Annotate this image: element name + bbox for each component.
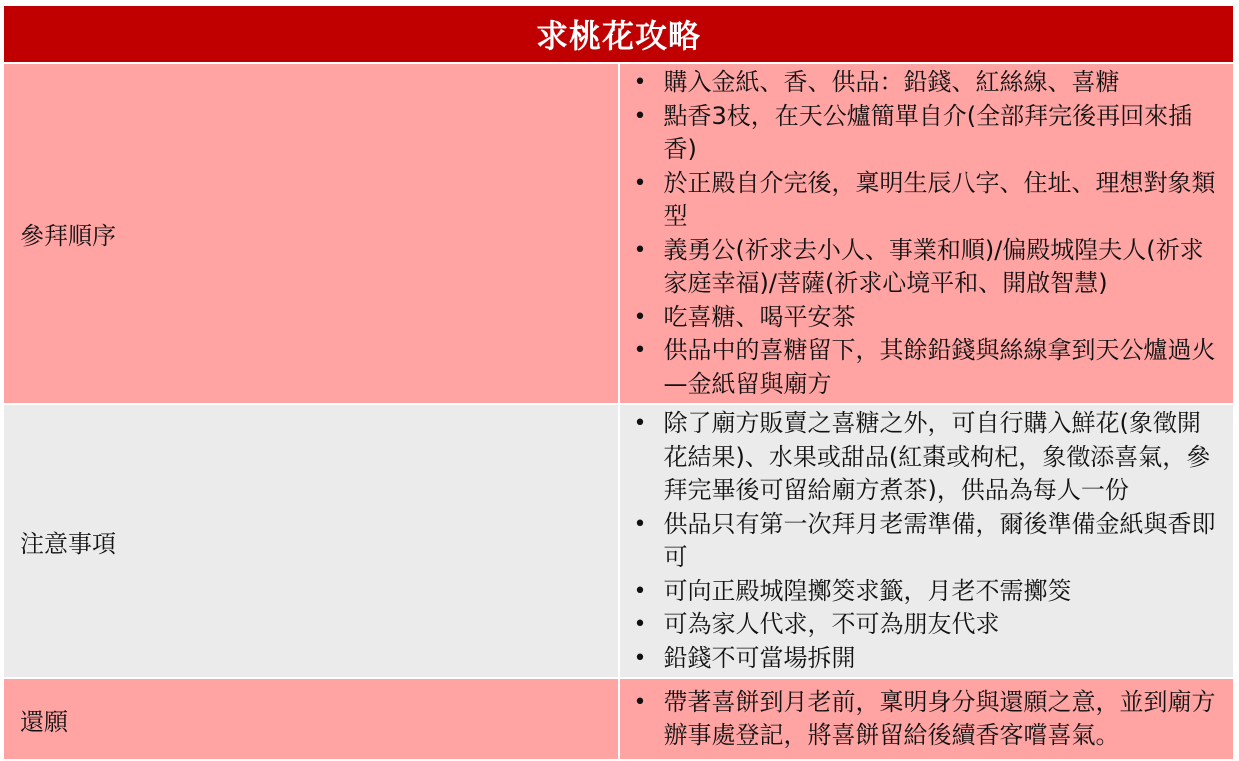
list-item <box>633 642 1224 676</box>
list-item-text: 購入金紙、香、供品：鉛錢、紅絲線、喜糖 <box>663 68 1120 96</box>
row-label-worship-order: 參拜順序 <box>3 63 619 404</box>
row-content-notes <box>619 404 1235 678</box>
list-item <box>633 508 1224 575</box>
bullet-list <box>620 407 1224 675</box>
list-item-text: 吃喜糖、喝平安茶 <box>663 302 856 331</box>
row-content-fulfill-vow <box>619 678 1235 760</box>
list-item-text: 鉛錢不可當場拆開 <box>663 643 856 672</box>
list-item-text: 於正殿自介完後，稟明生辰八字、住址、理想對象類型 <box>663 168 1216 230</box>
list-item <box>633 167 1224 234</box>
bullet-icon: • <box>633 70 647 95</box>
guide-table <box>2 4 1235 761</box>
table-title: 求桃花攻略 <box>3 5 1234 63</box>
list-item <box>633 234 1224 301</box>
list-item-text: 可為家人代求，不可為朋友代求 <box>663 610 1000 638</box>
row-label-fulfill-vow: 還願 <box>3 678 619 760</box>
list-item <box>633 608 1224 642</box>
list-item <box>633 407 1224 508</box>
list-item-text: 帶著喜餅到月老前，稟明身分與還願之意，並到廟方辦事處登記，將喜餅留給後續香客嚐喜氣。 <box>663 687 1216 749</box>
bullet-icon: • <box>633 511 647 537</box>
bullet-icon: • <box>633 304 647 330</box>
row-label-notes: 注意事項 <box>3 404 619 678</box>
list-item-text: 供品中的喜糖留下，其餘鉛錢與絲線拿到天公爐過火—金紙留與廟方 <box>663 336 1216 398</box>
list-item-text: 可向正殿城隍擲筊求籤，月老不需擲筊 <box>663 576 1072 605</box>
bullet-icon: • <box>633 411 647 436</box>
list-item-text: 義勇公(祈求去小人、事業和順)/偏殿城隍夫人(祈求家庭幸福)/菩薩(祈求心境平和、開啟智慧) <box>663 235 1204 297</box>
list-item-text: 供品只有第一次拜月老需準備，爾後準備金紙與香即可 <box>663 509 1216 571</box>
bullet-icon: • <box>633 338 647 363</box>
list-item <box>633 686 1224 753</box>
bullet-icon: • <box>633 612 647 637</box>
list-item <box>633 100 1224 167</box>
bullet-icon: • <box>633 103 647 129</box>
list-item <box>633 334 1224 401</box>
list-item <box>633 575 1224 609</box>
bullet-icon: • <box>633 170 647 196</box>
bullet-icon: • <box>633 237 647 263</box>
list-item-text: 點香3枝，在天公爐簡單自介(全部拜完後再回來插香) <box>663 101 1193 163</box>
bullet-list <box>620 66 1224 401</box>
bullet-icon: • <box>633 645 647 671</box>
list-item <box>633 301 1224 335</box>
bullet-icon: • <box>633 578 647 604</box>
bullet-list <box>620 686 1224 753</box>
list-item-text: 除了廟方販賣之喜糖之外，可自行購入鮮花(象徵開花結果)、水果或甜品(紅棗或枸杞，象徵添喜氣，參拜完畢後可留給廟方煮茶)，供品為每人一份 <box>663 409 1211 504</box>
row-content-worship-order <box>619 63 1235 404</box>
bullet-icon: • <box>633 689 647 715</box>
list-item <box>633 66 1224 100</box>
